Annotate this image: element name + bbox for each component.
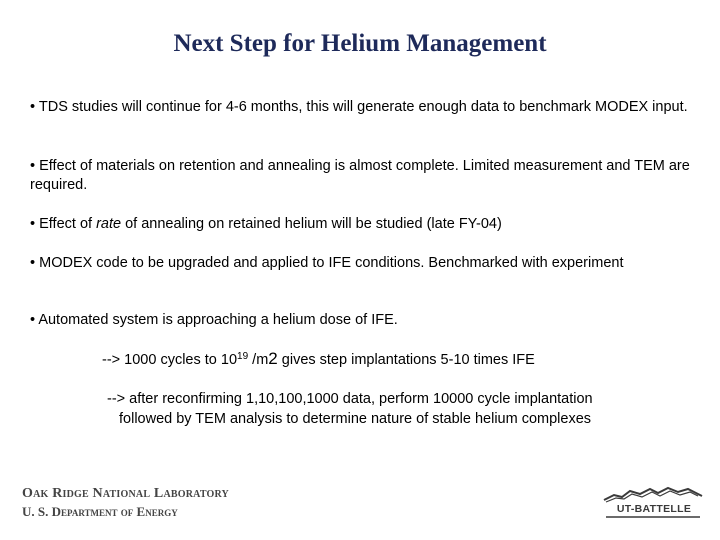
bullet-text-pre: Effect of xyxy=(39,216,97,232)
bullet-text-post: of annealing on retained helium will be studied (late FY-04) xyxy=(121,216,502,232)
bullet-item-5 xyxy=(30,311,710,330)
bullet-marker: • xyxy=(30,158,36,174)
sub-text-big: 2 xyxy=(268,349,278,368)
sub-text-post: gives step implantations 5-10 times IFE xyxy=(277,352,535,368)
org-name: Oak Ridge National Laboratory xyxy=(22,486,229,501)
sub-text-mid: /m xyxy=(248,352,269,368)
sub-point-reconfirm-line2: followed by TEM analysis to determine nature of stable helium complexes xyxy=(119,411,592,427)
bullet-text: Effect of materials on retention and annealing is almost complete. Limited measurement and TEM are required. xyxy=(30,158,690,193)
bullet-marker: • xyxy=(30,216,36,232)
bullet-item-3 xyxy=(30,215,710,234)
sub-text-pre: --> 1000 cycles to 10 xyxy=(102,352,238,368)
bullet-text-italic: rate xyxy=(96,216,122,232)
bullet-marker: • xyxy=(30,312,36,328)
sub-exponent: 19 xyxy=(237,351,249,362)
bullet-marker: • xyxy=(30,99,36,115)
bullet-marker: • xyxy=(30,255,36,271)
bullet-text: TDS studies will continue for 4-6 months, this will generate enough data to benchmark MODEX input. xyxy=(38,99,688,115)
bullet-text: MODEX code to be upgraded and applied to IFE conditions. Benchmarked with experiment xyxy=(39,255,624,271)
org-department: U. S. Department of Energy xyxy=(22,504,178,519)
sub-point-cycles xyxy=(102,349,535,370)
sub-point-reconfirm-line1: --> after reconfirming 1,10,100,1000 data, perform 10000 cycle implantation xyxy=(107,391,593,407)
footer-organization xyxy=(22,486,229,520)
slide-title: Next Step for Helium Management xyxy=(173,30,547,57)
bullet-item-1 xyxy=(30,98,710,117)
bullet-item-2 xyxy=(30,157,710,195)
bullet-text: Automated system is approaching a helium dose of IFE. xyxy=(38,312,398,328)
ut-battelle-logo-text: UT-BATTELLE xyxy=(616,503,692,515)
bullet-item-4 xyxy=(30,254,710,273)
